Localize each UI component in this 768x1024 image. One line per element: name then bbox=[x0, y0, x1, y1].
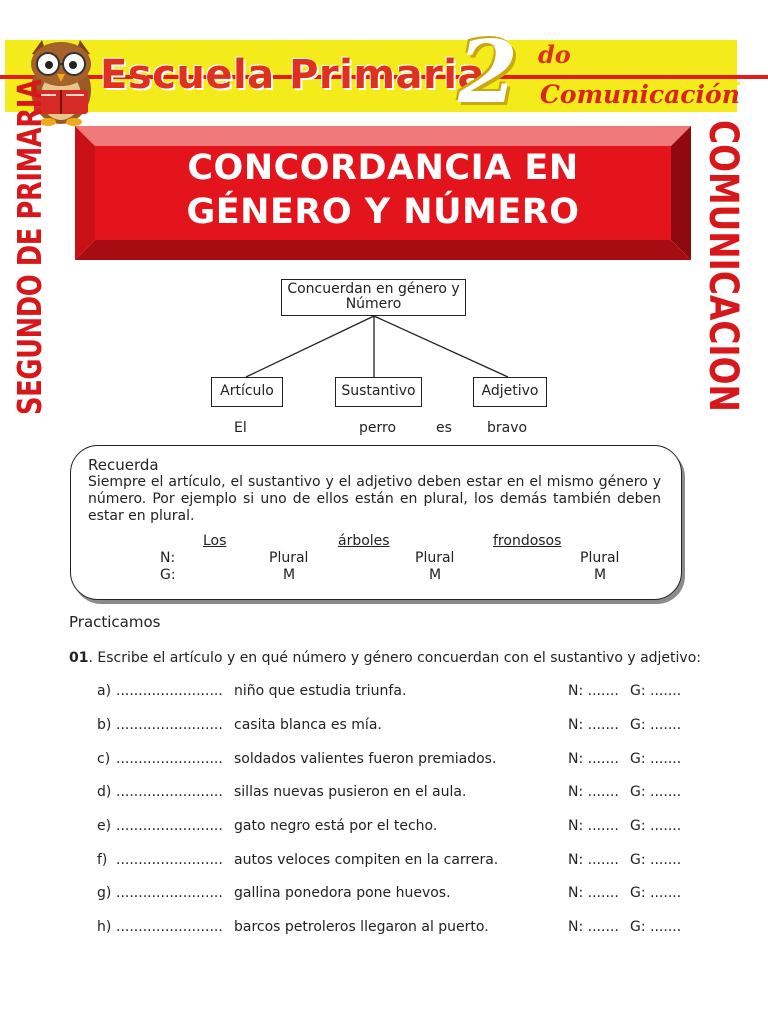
exercise-label: d) bbox=[97, 784, 112, 800]
side-label-grade: SEGUNDO DE PRIMARIA bbox=[10, 79, 49, 415]
page-title-line-2: GÉNERO Y NÚMERO bbox=[186, 192, 580, 232]
example-word: es bbox=[436, 420, 452, 436]
gender-blank[interactable]: G: ....... bbox=[630, 919, 682, 935]
example-word: El bbox=[234, 420, 247, 436]
answer-blank[interactable]: ........................ bbox=[116, 683, 223, 699]
number-blank[interactable]: N: ....... bbox=[568, 751, 619, 767]
number-value: Plural bbox=[415, 550, 455, 566]
diagram-box-articulo: Artículo bbox=[211, 377, 283, 407]
exercise-text: gallina ponedora pone huevos. bbox=[234, 885, 451, 901]
diagram-box-sustantivo: Sustantivo bbox=[335, 377, 422, 407]
question-01 bbox=[69, 650, 701, 666]
grade-number: 2 bbox=[458, 22, 518, 123]
number-blank[interactable]: N: ....... bbox=[568, 852, 619, 868]
exercise-row bbox=[0, 919, 768, 939]
exercise-text: niño que estudia triunfa. bbox=[234, 683, 407, 699]
example-plural-word: árboles bbox=[338, 533, 390, 549]
answer-blank[interactable]: ........................ bbox=[116, 919, 223, 935]
exercise-label: c) bbox=[97, 751, 111, 767]
answer-blank[interactable]: ........................ bbox=[116, 784, 223, 800]
subject-title: Comunicación bbox=[540, 80, 740, 109]
gender-blank[interactable]: G: ....... bbox=[630, 885, 682, 901]
exercise-text: gato negro está por el techo. bbox=[234, 818, 438, 834]
number-blank[interactable]: N: ....... bbox=[568, 784, 619, 800]
example-word: bravo bbox=[487, 420, 528, 436]
answer-blank[interactable]: ........................ bbox=[116, 885, 223, 901]
number-blank[interactable]: N: ....... bbox=[568, 919, 619, 935]
diagram-root-box bbox=[281, 279, 466, 316]
exercise-text: barcos petroleros llegaron al puerto. bbox=[234, 919, 489, 935]
page-title-line-1: CONCORDANCIA EN bbox=[187, 148, 579, 188]
answer-blank[interactable]: ........................ bbox=[116, 852, 223, 868]
number-blank[interactable]: N: ....... bbox=[568, 717, 619, 733]
number-value: Plural bbox=[580, 550, 620, 566]
exercise-label: h) bbox=[97, 919, 112, 935]
number-label: N: bbox=[160, 550, 176, 566]
exercise-label: a) bbox=[97, 683, 112, 699]
practice-title: Practicamos bbox=[69, 613, 161, 631]
question-number: 01 bbox=[69, 650, 89, 666]
exercise-row bbox=[0, 852, 768, 872]
exercise-text: casita blanca es mía. bbox=[234, 717, 382, 733]
example-plural-word: frondosos bbox=[493, 533, 562, 549]
diagram-box-adjetivo: Adjetivo bbox=[473, 377, 547, 407]
remember-body: Siempre el artículo, el sustantivo y el adjetivo deben estar en el mismo género y número. Por ejemplo si uno de ellos están en plural, los demás también deben estar en plural. bbox=[88, 474, 661, 524]
gender-blank[interactable]: G: ....... bbox=[630, 683, 682, 699]
answer-blank[interactable]: ........................ bbox=[116, 717, 223, 733]
gender-value: M bbox=[283, 567, 296, 583]
question-text: . Escribe el artículo y en qué número y género concuerdan con el sustantivo y adjetivo: bbox=[88, 650, 701, 666]
example-word: perro bbox=[359, 420, 397, 436]
exercise-text: autos veloces compiten en la carrera. bbox=[234, 852, 499, 868]
exercise-row bbox=[0, 885, 768, 905]
gender-value: M bbox=[429, 567, 442, 583]
gender-blank[interactable]: G: ....... bbox=[630, 717, 682, 733]
answer-blank[interactable]: ........................ bbox=[116, 818, 223, 834]
gender-blank[interactable]: G: ....... bbox=[630, 784, 682, 800]
exercise-row bbox=[0, 784, 768, 804]
grade-suffix: do bbox=[538, 40, 571, 69]
number-blank[interactable]: N: ....... bbox=[568, 885, 619, 901]
number-blank[interactable]: N: ....... bbox=[568, 683, 619, 699]
exercise-row bbox=[0, 751, 768, 771]
exercise-label: f) bbox=[97, 852, 108, 868]
side-label-subject: COMUNICACION bbox=[700, 120, 746, 412]
number-blank[interactable]: N: ....... bbox=[568, 818, 619, 834]
diagram-root-line-2: Número bbox=[345, 296, 402, 312]
gender-blank[interactable]: G: ....... bbox=[630, 751, 682, 767]
example-plural-word: Los bbox=[203, 533, 227, 549]
exercise-label: g) bbox=[97, 885, 112, 901]
number-value: Plural bbox=[269, 550, 309, 566]
remember-title: Recuerda bbox=[88, 456, 159, 474]
exercise-label: e) bbox=[97, 818, 112, 834]
exercise-row bbox=[0, 717, 768, 737]
exercise-label: b) bbox=[97, 717, 112, 733]
page-title bbox=[96, 146, 670, 234]
gender-blank[interactable]: G: ....... bbox=[630, 852, 682, 868]
gender-blank[interactable]: G: ....... bbox=[630, 818, 682, 834]
gender-value: M bbox=[594, 567, 607, 583]
gender-label: G: bbox=[160, 567, 176, 583]
exercise-text: soldados valientes fueron premiados. bbox=[234, 751, 497, 767]
exercise-row bbox=[0, 683, 768, 703]
exercise-row bbox=[0, 818, 768, 838]
answer-blank[interactable]: ........................ bbox=[116, 751, 223, 767]
diagram-root-line-1: Concuerdan en género y bbox=[287, 281, 460, 297]
school-title: Escuela Primaria bbox=[100, 52, 485, 98]
exercise-text: sillas nuevas pusieron en el aula. bbox=[234, 784, 467, 800]
